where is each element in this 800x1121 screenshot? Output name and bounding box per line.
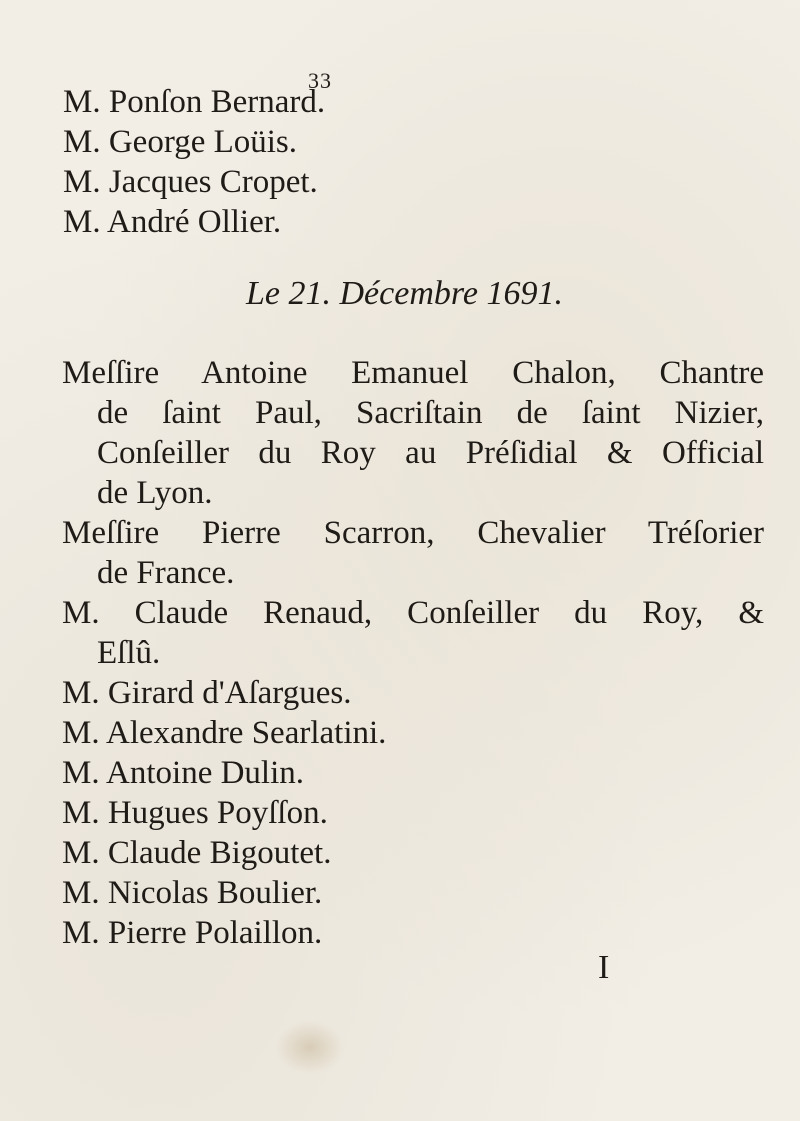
entry-line: de Lyon. xyxy=(97,475,213,511)
entry-line: M. Pierre Polaillon. xyxy=(62,915,323,951)
entry-line: M. Girard d'Aſargues. xyxy=(62,675,352,711)
entry-line: Meſſire Antoine Emanuel Chalon, Chantre xyxy=(62,355,764,391)
entry-line: de ſaint Paul, Sacriſtain de ſaint Nizier, xyxy=(97,395,764,431)
entry-line: Conſeiller du Roy au Préſidial & Official xyxy=(97,435,764,471)
entry-line: M. Hugues Poyſſon. xyxy=(62,795,328,831)
entry-line: M. Nicolas Boulier. xyxy=(62,875,323,911)
name-line: M. André Ollier. xyxy=(63,204,282,240)
catchword: I xyxy=(598,949,610,986)
date-heading: Le 21. Décembre 1691. xyxy=(246,275,563,312)
paper-stain xyxy=(275,1020,345,1075)
name-line: M. George Loüis. xyxy=(63,124,298,160)
page-number: 33 xyxy=(308,68,332,93)
name-line: M. Ponſon Bernard. xyxy=(63,84,326,120)
entry-line: M. Claude Bigoutet. xyxy=(62,835,332,871)
entry-line: M. Alexandre Searlatini. xyxy=(62,715,387,751)
entry-line: M. Antoine Dulin. xyxy=(62,755,305,791)
entry-line: M. Claude Renaud, Conſeiller du Roy, & xyxy=(62,595,764,631)
entry-line: Meſſire Pierre Scarron, Chevalier Tréſorier xyxy=(62,515,764,551)
entry-line: Eſlû. xyxy=(97,635,161,671)
name-line: M. Jacques Cropet. xyxy=(63,164,318,200)
entry-line: de France. xyxy=(97,555,235,591)
